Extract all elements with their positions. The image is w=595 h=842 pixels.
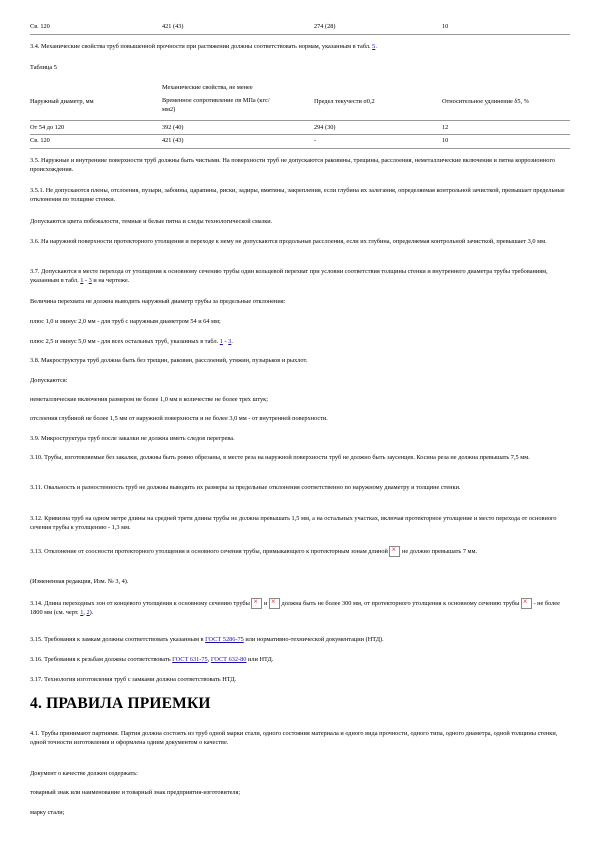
table-cell: 10 xyxy=(442,23,449,30)
table-cell: 294 (30) xyxy=(314,124,336,131)
divider xyxy=(30,134,570,135)
table-header-diameter: Наружный диаметр, мм xyxy=(30,98,94,105)
table-cell: Св. 120 xyxy=(30,23,50,30)
paragraph-3-13: 3.13. Отклонение от соосности протекторного утолщения и основного сечения трубы, примыкающего к протекторным зонам длиной × не должно превышать 7 мм. xyxy=(30,546,570,557)
paragraph-3-7: 3.7. Допускаются в месте перехода от утолщения к основному сечению трубы один кольцевой перехват при условии соответствия толщины стенки и внутреннего диаметра трубы требованиям, указанным в табл. 1 - 3 и на чертеже. xyxy=(30,268,548,284)
paragraph-trademark: товарный знак или наименование и товарный знак предприятия-изготовителя; xyxy=(30,789,241,796)
paragraph-steel: марку стали; xyxy=(30,809,65,816)
table-header-elongation: Относительное удлинение δ5, % xyxy=(442,98,529,105)
paragraph-allowed-2: Допускаются: xyxy=(30,377,68,384)
paragraph-3-11: 3.11. Овальность и разностенность труб не должны выводить их размеры за предельные отклонения соответственно по наружному диаметру и толщине стенки. xyxy=(30,484,461,491)
paragraph-3-5: 3.5. Наружные и внутренние поверхности труб должны быть чистыми. На поверхности труб не допускаются раковины, трещины, расслоения, неметаллические включения и пятна коррозионного происхождения. xyxy=(30,157,556,173)
paragraph-4-1: 4.1. Трубы принимают партиями. Партия должна состоять из труб одной марки стали, одного состояния материала и одного вида прочности, одного типа, одного диаметра, одной толщины стенки, одной точности изготовления и оформлена одним документом о качестве. xyxy=(30,730,558,746)
gost-632-link[interactable]: ГОСТ 632-80 xyxy=(210,656,247,663)
paragraph-document: Документ о качестве должен содержать: xyxy=(30,770,138,777)
table-1-link[interactable]: 1 xyxy=(219,338,223,345)
table-row xyxy=(30,23,570,33)
paragraph-3-12: 3.12. Кривизна труб на одном метре длины на средней трети длины трубы не должна превышать 1,5 мм, а на остальных участках, включая протекторное утолщение и место перехода от основного сечения трубы к утолщению - 1,3 мм. xyxy=(30,515,557,531)
divider xyxy=(30,34,570,35)
broken-image-icon xyxy=(269,598,280,609)
table-header-strength: Временное сопротивление σв МПа (кгс/мм2) xyxy=(162,97,270,113)
table-1-link[interactable]: 1 xyxy=(80,276,84,284)
drawing-1-link[interactable]: 1 xyxy=(80,609,84,616)
section-heading: 4. ПРАВИЛА ПРИЕМКИ xyxy=(30,695,211,712)
gost-631-link[interactable]: ГОСТ 631-75 xyxy=(172,656,208,663)
table-row xyxy=(30,137,570,147)
paragraph-allowed: Допускаются цвета побежалости, темные и белые пятна и следы технологической смазки. xyxy=(30,218,273,225)
table-cell: 421 (43) xyxy=(162,137,184,144)
paragraph-3-6: 3.6. На наружной поверхности протекторного утолщения и переходе к нему не допускаются продольные расслоения, если их глубина, определяемая контрольной зачисткой, превышает 3,0 мм. xyxy=(30,238,547,245)
table-5-link[interactable]: 5 xyxy=(372,43,376,50)
divider xyxy=(30,120,570,121)
table-cell: 421 (43) xyxy=(162,23,184,30)
paragraph-3-15: 3.15. Требования к замкам должны соответствовать указанным в ГОСТ 5286-75 или нормативно-технической документации (НТД). xyxy=(30,636,384,643)
table-cell: От 54 до 120 xyxy=(30,124,65,131)
table-3-link[interactable]: 3 xyxy=(88,276,92,284)
paragraph-depth: отслоения глубиной не более 1,5 мм от наружной поверхности и не более 3,0 мм - от внутренней поверхности. xyxy=(30,415,328,422)
table-cell: 392 (40) xyxy=(162,124,184,131)
table-cell: - xyxy=(314,137,317,144)
paragraph-3-8: 3.8. Макроструктура труб должна быть без трещин, раковин, расслоений, утяжин, пузырьков и рыхлот. xyxy=(30,357,308,364)
broken-image-icon xyxy=(251,598,262,609)
table-row xyxy=(30,124,570,134)
paragraph-nonmetallic: неметаллические включения размером не более 1,0 мм в количестве не более трех штук; xyxy=(30,396,268,403)
paragraph-size: Величина перехвата не должна выводить наружный диаметр трубы за предельные отклонения: xyxy=(30,298,286,305)
table-3-link[interactable]: 3 xyxy=(228,338,232,345)
paragraph-3-14: 3.14. Длина переходных зон от концевого утолщения к основному сечению трубы × и × должна быть не более 300 мм, от протекторного утолщения к основному сечению трубы × - не более 1800 мм (см. черт. 1, 2). xyxy=(30,598,570,618)
drawing-2-link[interactable]: 2 xyxy=(86,609,90,616)
paragraph-plus-2: плюс 2,5 и минус 5,0 мм - для всех остальных труб, указанных в табл. 1 - 3. xyxy=(30,338,233,345)
table-cell: 12 xyxy=(442,124,449,131)
paragraph-3-4: 3.4. Механические свойства труб повышенной прочности при растяжении должны соответствовать нормам, указанным в табл. 5. xyxy=(30,43,377,50)
table-cell: 10 xyxy=(442,137,449,144)
paragraph-plus-1: плюс 1,0 и минус 2,0 мм - для труб с наружным диаметром 54 и 64 мм; xyxy=(30,318,221,325)
table-title: Таблица 5 xyxy=(30,64,57,71)
gost-5286-link[interactable]: ГОСТ 5286-75 xyxy=(205,636,244,643)
paragraph-changed: (Измененная редакция, Изм. № 3, 4). xyxy=(30,578,129,585)
broken-image-icon xyxy=(389,546,400,557)
paragraph-3-17: 3.17. Технология изготовления труб с замками должна соответствовать НТД. xyxy=(30,676,237,683)
paragraph-3-5-1: 3.5.1. Не допускаются плены, отслоения, пузыри, забоины, царапины, риски, задиры, вмятины, закрепления, если глубина их залегания, определяемая контрольной зачисткой, превышает предельные отклонения по толщине стенки. xyxy=(30,187,565,203)
broken-image-icon xyxy=(521,598,532,609)
table-cell: Св. 120 xyxy=(30,137,50,144)
divider xyxy=(30,148,570,149)
paragraph-3-9: 3.9. Микроструктура труб после закалки не должна иметь следов перегрева. xyxy=(30,435,235,442)
paragraph-3-16: 3.16. Требования к резьбам должны соответствовать ГОСТ 631-75, ГОСТ 632-80 или НТД. xyxy=(30,656,274,663)
table-cell: 274 (28) xyxy=(314,23,336,30)
table-header-group: Механические свойства, не менее xyxy=(162,84,253,91)
table-header-yield: Предел текучести σ0,2 xyxy=(314,98,375,105)
paragraph-3-10: 3.10. Трубы, изготовляемые без закалки, должны быть ровно обрезаны, в месте реза на наружной поверхности труб не должно быть заусенцев. Косина реза не должна превышать 7,5 мм. xyxy=(30,454,530,461)
